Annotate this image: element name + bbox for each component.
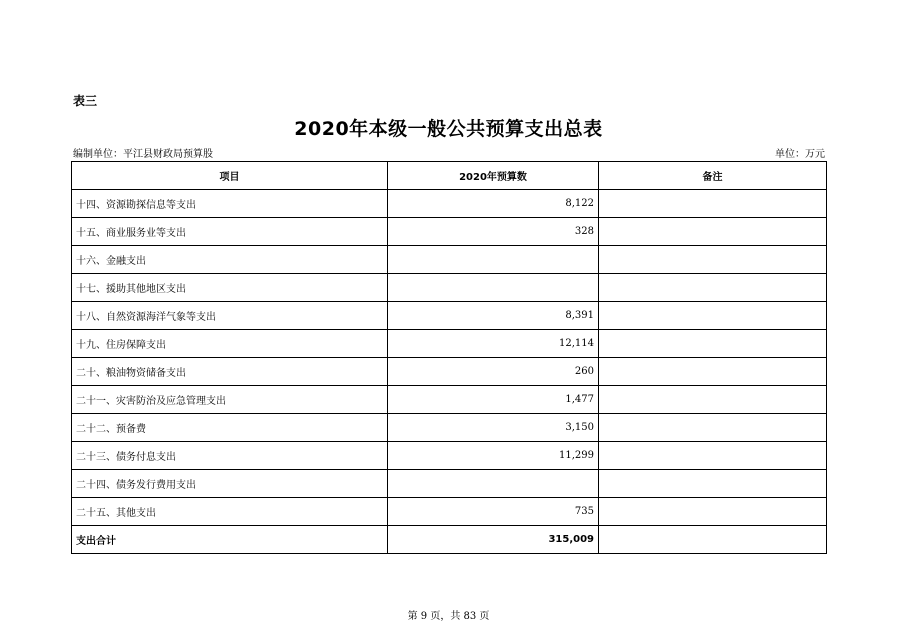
row-amount: [388, 274, 599, 302]
table-row: [72, 498, 827, 526]
row-note: [599, 190, 827, 218]
row-note: [599, 386, 827, 414]
total-amount: 315,009: [388, 526, 599, 554]
row-item: 十九、住房保障支出: [72, 330, 388, 358]
table-row: [72, 470, 827, 498]
row-item: 十五、商业服务业等支出: [72, 218, 388, 246]
row-item: 十八、自然资源海洋气象等支出: [72, 302, 388, 330]
total-row: [72, 526, 827, 554]
row-amount: 8,391: [388, 302, 599, 330]
row-item: 十六、金融支出: [72, 246, 388, 274]
table-row: [72, 330, 827, 358]
row-note: [599, 218, 827, 246]
row-amount: 12,114: [388, 330, 599, 358]
page-title: 2020年本级一般公共预算支出总表: [294, 118, 603, 140]
currency-unit: 单位：万元: [775, 149, 825, 160]
budget-table: [71, 161, 827, 554]
table-row: [72, 414, 827, 442]
header-amount: 2020年预算数: [388, 162, 599, 190]
table-label: 表三: [73, 94, 98, 108]
table-row: [72, 386, 827, 414]
row-item: 二十一、灾害防治及应急管理支出: [72, 386, 388, 414]
row-note: [599, 274, 827, 302]
table-row: [72, 274, 827, 302]
page-number: 第 9 页，共 83 页: [407, 611, 490, 622]
row-item: 十七、援助其他地区支出: [72, 274, 388, 302]
row-amount: [388, 246, 599, 274]
row-amount: 11,299: [388, 442, 599, 470]
row-note: [599, 302, 827, 330]
row-amount: 8,122: [388, 190, 599, 218]
row-item: 二十、粮油物资储备支出: [72, 358, 388, 386]
row-item: 二十二、预备费: [72, 414, 388, 442]
header-note: 备注: [599, 162, 827, 190]
row-amount: 3,150: [388, 414, 599, 442]
row-note: [599, 414, 827, 442]
row-item: 二十五、其他支出: [72, 498, 388, 526]
table-row: [72, 246, 827, 274]
row-note: [599, 330, 827, 358]
row-note: [599, 246, 827, 274]
row-item: 十四、资源勘探信息等支出: [72, 190, 388, 218]
total-note: [599, 526, 827, 554]
row-amount: 328: [388, 218, 599, 246]
row-note: [599, 498, 827, 526]
row-note: [599, 358, 827, 386]
row-amount: 735: [388, 498, 599, 526]
row-item: 二十四、债务发行费用支出: [72, 470, 388, 498]
table-row: [72, 218, 827, 246]
table-row: [72, 442, 827, 470]
row-item: 二十三、债务付息支出: [72, 442, 388, 470]
row-note: [599, 442, 827, 470]
row-amount: 260: [388, 358, 599, 386]
table-header-row: [72, 162, 827, 190]
row-amount: [388, 470, 599, 498]
header-item: 项目: [72, 162, 388, 190]
compiling-unit: 编制单位：平江县财政局预算股: [73, 149, 213, 160]
total-label: 支出合计: [72, 526, 388, 554]
row-amount: 1,477: [388, 386, 599, 414]
table-row: [72, 358, 827, 386]
row-note: [599, 470, 827, 498]
table-row: [72, 190, 827, 218]
table-row: [72, 302, 827, 330]
